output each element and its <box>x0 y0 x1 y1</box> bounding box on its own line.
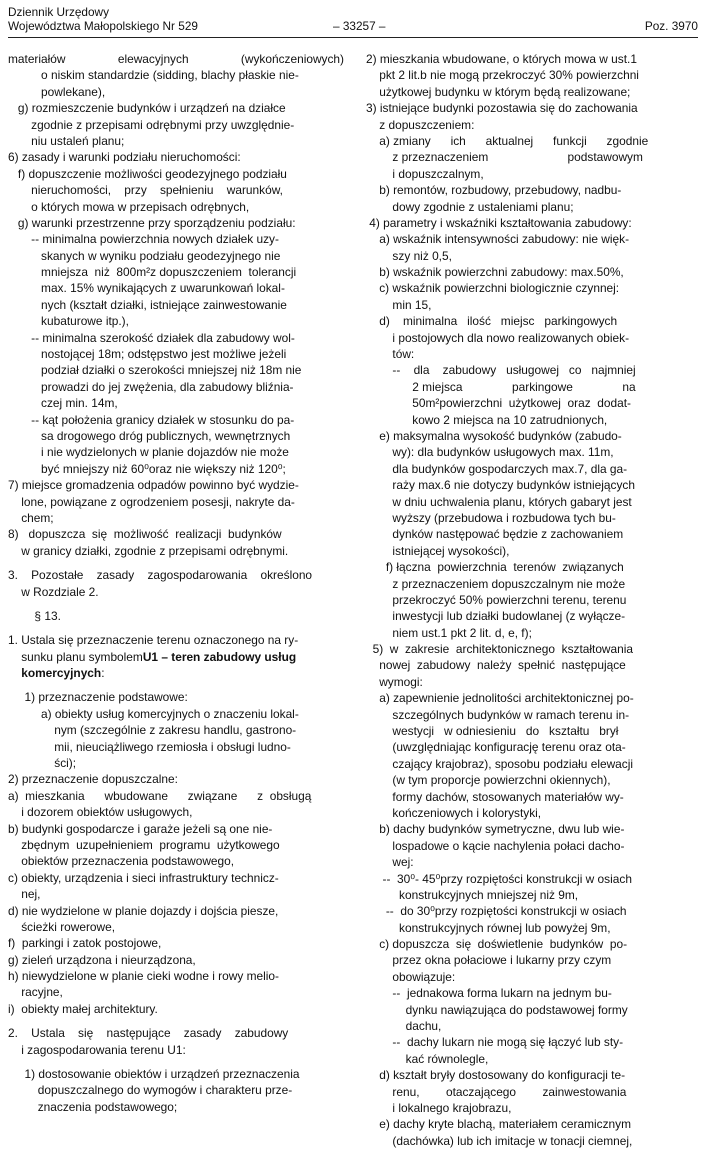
line-text: i dopuszczalnym, <box>366 166 484 181</box>
text-line <box>366 969 696 985</box>
line-text: znaczenia podstawowego; <box>8 1099 178 1114</box>
text-line <box>366 1002 696 1018</box>
bold-text: komercyjnych <box>8 666 102 681</box>
line-text: czej min. 14m, <box>8 396 118 411</box>
text-line <box>8 526 344 542</box>
text-line <box>366 346 696 362</box>
line-text: nostojącej 18m; odstępstwo jest możliwe jeżeli <box>8 347 287 362</box>
text-line <box>8 968 344 984</box>
line-text: nowej zabudowy należy spełnić następujące <box>366 658 626 673</box>
text-line <box>8 1025 344 1041</box>
line-text: pkt 2 lit.b nie mogą przekroczyć 30% powierzchni <box>366 68 639 83</box>
text-line <box>8 117 344 133</box>
line-text: być mniejszy niż 60⁰oraz nie większy niż 120⁰; <box>8 461 286 476</box>
line-text: g) warunki przestrzenne przy sporządzeniu podziału: <box>8 215 296 230</box>
line-text: nieruchomości, przy spełnieniu warunków, <box>8 183 283 198</box>
line-text: przekroczyć 50% powierzchni terenu, terenu <box>366 592 627 607</box>
line-text: d) minimalna ilość miejsc parkingowych <box>366 314 618 329</box>
line-text: 1) przeznaczenie podstawowe: <box>8 690 188 705</box>
text-line <box>366 166 696 182</box>
line-text: i postojowych dla nowo realizowanych obiek- <box>366 330 630 345</box>
line-text: 3. Pozostałe zasady zagospodarowania określono <box>8 568 313 583</box>
line-text: (dachówka) lub ich imitacje w tonacji ciemnej, <box>366 1133 633 1148</box>
line-text: szczególnych budynków w ramach terenu in- <box>366 707 630 722</box>
text-line <box>366 690 696 706</box>
text-line <box>366 428 696 444</box>
line-text: a) obiekty usług komercyjnych o znaczeniu lokal- <box>8 706 299 721</box>
line-text: -- minimalna szerokość działek dla zabudowy wol- <box>8 330 295 345</box>
line-text: b) remontów, rozbudowy, przebudowy, nadbu- <box>366 183 622 198</box>
line-text: d) kształt bryły dostosowany do konfiguracji te- <box>366 1068 626 1083</box>
line-text: h) niewydzielone w planie cieki wodne i rowy melio- <box>8 969 279 984</box>
line-text: raży max.6 nie dotyczy budynków istniejących <box>366 478 635 493</box>
line-text: zgodnie z przepisami odrębnymi przy uwzględnie- <box>8 117 295 132</box>
line-text: dowy zgodnie z ustaleniami planu; <box>366 199 574 214</box>
line-text: sa drogowego dróg publicznych, wewnętrznych <box>8 428 291 443</box>
text-line <box>366 576 696 592</box>
text-line <box>8 584 344 600</box>
text-line <box>366 67 696 83</box>
text-line <box>366 182 696 198</box>
line-text: szy niż 0,5, <box>366 248 452 263</box>
text-line <box>366 149 696 165</box>
text-line <box>366 494 696 510</box>
line-text: wy): dla budynków usługowych max. 11m, <box>366 445 614 460</box>
text-line <box>8 313 344 329</box>
line-text: -- minimalna powierzchnia nowych działek uzy- <box>8 232 279 247</box>
text-line <box>8 67 344 83</box>
line-text: a) wskaźnik intensywności zabudowy: nie więk- <box>366 232 630 247</box>
line-text: wyższy (przebudowa i rozbudowa tych bu- <box>366 510 616 525</box>
text-line <box>8 149 344 165</box>
line-text: niem ust.1 pkt 2 lit. d, e, f); <box>366 625 532 640</box>
line-text: tów: <box>366 347 415 362</box>
text-line <box>366 707 696 723</box>
text-line <box>8 362 344 378</box>
line-text: skanych w wyniku podziału geodezyjnego nie <box>8 248 281 263</box>
line-text: ści); <box>8 756 77 771</box>
text-line <box>8 1082 344 1098</box>
line-text: 7) miejsce gromadzenia odpadów powinno być wydzie- <box>8 478 299 493</box>
line-text: czający krajobraz), sposobu podziału elewacji <box>366 756 634 771</box>
line-text: a) mieszkania wbudowane związane z obsługą <box>8 788 312 803</box>
line-text: dachu, <box>366 1019 442 1034</box>
line-text: przez okna połaciowe i lukarny przy czym <box>366 953 612 968</box>
line-text: wymogi: <box>366 674 423 689</box>
line-text: podział działki o szerokości mniejszej niż 18m nie <box>8 363 302 378</box>
text-line <box>8 919 344 935</box>
text-line <box>8 853 344 869</box>
line-text: c) dopuszcza się doświetlenie budynków po- <box>366 937 628 952</box>
text-line <box>366 1133 696 1149</box>
text-line <box>8 346 344 362</box>
line-text: i zagospodarowania terenu U1: <box>8 1042 186 1057</box>
right-column <box>366 51 696 1149</box>
text-line <box>366 100 696 116</box>
line-text: 1. Ustala się przeznaczenie terenu oznaczonego na ry- <box>8 633 299 648</box>
text-line <box>366 838 696 854</box>
text-line <box>366 543 696 559</box>
line-text: użytkowej budynku w którym będą realizowane; <box>366 84 631 99</box>
text-line <box>8 330 344 346</box>
line-text: racyjne, <box>8 985 63 1000</box>
text-line <box>366 313 696 329</box>
line-text: prowadzi do jej zwężenia, dla zabudowy bliźnia- <box>8 379 294 394</box>
text-line <box>8 608 344 624</box>
line-text: kubaturowe itp.), <box>8 314 129 329</box>
bold-text: U1 – teren zabudowy usług <box>142 649 297 664</box>
line-text: niu ustaleń planu; <box>8 133 125 148</box>
line-text: 8) dopuszcza się możliwość realizacji budynków <box>8 527 282 542</box>
line-text: obiektów przeznaczenia podstawowego, <box>8 854 235 869</box>
header-rule <box>8 37 698 38</box>
line-text: 1) dostosowanie obiektów i urządzeń przeznaczenia <box>8 1067 300 1082</box>
line-text: 2 miejsca parkingowe na <box>366 379 636 394</box>
text-line <box>8 51 344 67</box>
text-line <box>8 510 344 526</box>
line-text: formy dachów, stosowanych materiałów wy- <box>366 789 624 804</box>
text-line <box>366 248 696 264</box>
text-line <box>8 444 344 460</box>
line-text: -- do 30⁰przy rozpiętości konstrukcji w osiach <box>366 904 627 919</box>
text-line <box>8 395 344 411</box>
paragraph-gap <box>8 600 344 608</box>
line-text: w granicy działki, zgodnie z przepisami odrębnymi. <box>8 543 289 558</box>
line-text: -- 30⁰- 45⁰przy rozpiętości konstrukcji w osiach <box>366 871 632 886</box>
line-text: z dopuszczeniem: <box>366 117 475 132</box>
text-line <box>8 412 344 428</box>
text-line <box>8 1001 344 1017</box>
text-line <box>8 215 344 231</box>
text-line <box>366 297 696 313</box>
text-line <box>366 280 696 296</box>
paragraph-gap <box>8 624 344 632</box>
line-text: mniejsza niż 800m²z dopuszczeniem tolerancji <box>8 265 297 280</box>
text-line <box>366 1084 696 1100</box>
paragraph-gap <box>8 1017 344 1025</box>
text-line <box>366 379 696 395</box>
line-text: a) zapewnienie jednolitości architektonicznej po- <box>366 691 634 706</box>
line-text: i lokalnego krajobrazu, <box>366 1101 512 1115</box>
text-line <box>366 887 696 903</box>
text-line <box>8 821 344 837</box>
text-line <box>366 920 696 936</box>
text-line <box>8 649 344 665</box>
line-text: konstrukcyjnych mniejszej niż 9m, <box>366 887 579 902</box>
line-text: -- kąt położenia granicy działek w stosunku do pa- <box>8 412 295 427</box>
text-line <box>366 1067 696 1083</box>
line-text: a) zmiany ich aktualnej funkcji zgodnie <box>366 133 649 148</box>
journal-title: Dziennik Urzędowy <box>8 5 109 19</box>
text-line <box>8 665 344 681</box>
voivodeship-issue: Województwa Małopolskiego Nr 529 <box>8 19 198 33</box>
text-line <box>8 199 344 215</box>
text-line <box>366 821 696 837</box>
line-text: e) dachy kryte blachą, materiałem ceramicznym <box>366 1117 631 1132</box>
text-line <box>8 706 344 722</box>
line-text: kać równolegle, <box>366 1051 489 1066</box>
page-header <box>8 5 698 33</box>
line-text: nych (kształt działki, istniejące zainwestowanie <box>8 297 287 312</box>
text-line <box>8 1099 344 1115</box>
line-text: min 15, <box>366 297 432 312</box>
line-text: lone, powiązane z ogrodzeniem posesji, nakryte da- <box>8 494 295 509</box>
line-text: kończeniowych i kolorystyki, <box>366 805 542 820</box>
text-line <box>8 494 344 510</box>
line-text: i) obiekty małej architektury. <box>8 1001 158 1016</box>
text-line <box>8 297 344 313</box>
text-line <box>8 166 344 182</box>
text-line <box>8 477 344 493</box>
text-line <box>366 1018 696 1034</box>
line-text: 2) mieszkania wbudowane, o których mowa w ust.1 <box>366 52 637 66</box>
text-line <box>8 461 344 477</box>
line-text-suffix: : <box>101 666 105 681</box>
text-line <box>366 526 696 542</box>
line-text: c) wskaźnik powierzchni biologicznie czynnej: <box>366 281 620 296</box>
line-text: westycji w odniesieniu do kształtu brył <box>366 724 619 739</box>
line-text: g) rozmieszczenie budynków i urządzeń na działce <box>8 101 286 116</box>
line-text: f) dopuszczenie możliwości geodezyjnego podziału <box>8 166 287 181</box>
line-text: o niskim standardzie (sidding, blachy płaskie nie- <box>8 68 299 83</box>
text-line <box>8 84 344 100</box>
text-line <box>8 755 344 771</box>
text-line <box>366 854 696 870</box>
line-text: 2) przeznaczenie dopuszczalne: <box>8 772 178 787</box>
text-line <box>366 723 696 739</box>
text-line <box>8 428 344 444</box>
line-text: (uwzględniając konfigurację terenu oraz ota- <box>366 740 626 755</box>
line-text: b) wskaźnik powierzchni zabudowy: max.50%, <box>366 265 624 280</box>
line-text: § 13. <box>8 608 61 623</box>
line-text: 5) w zakresie architektonicznego kształtowania <box>366 642 633 657</box>
text-line <box>366 444 696 460</box>
line-text: -- dachy lukarn nie mogą się łączyć lub sty- <box>366 1035 624 1050</box>
line-text: b) dachy budynków symetryczne, dwu lub wie- <box>366 822 625 837</box>
text-line <box>8 280 344 296</box>
text-line <box>366 1100 696 1116</box>
line-text: 3) istniejące budynki pozostawia się do zachowania <box>366 101 638 116</box>
text-line <box>8 100 344 116</box>
text-line <box>366 330 696 346</box>
line-text: -- jednakowa forma lukarn na jednym bu- <box>366 986 612 1001</box>
text-line <box>8 248 344 264</box>
paragraph-gap <box>8 1058 344 1066</box>
text-line <box>8 804 344 820</box>
text-line <box>8 935 344 951</box>
text-line <box>366 985 696 1001</box>
line-text: dynków następować będzie z zachowaniem <box>366 527 624 542</box>
text-line <box>8 379 344 395</box>
text-line <box>8 739 344 755</box>
text-line <box>366 903 696 919</box>
line-text: kowo 2 miejsca na 10 zatrudnionych, <box>366 412 608 427</box>
line-text: zbędnym uzupełnieniem programu użytkowego <box>8 837 280 852</box>
text-line <box>366 1051 696 1067</box>
text-line <box>8 689 344 705</box>
text-line <box>8 567 344 583</box>
text-line <box>8 543 344 559</box>
text-line <box>8 722 344 738</box>
text-line <box>366 215 696 231</box>
line-text: ścieżki rowerowe, <box>8 919 116 934</box>
line-text: mii, nieuciążliwego rzemiosła i obsługi ludno- <box>8 739 291 754</box>
line-text: nej, <box>8 887 41 902</box>
line-text: dla budynków gospodarczych max.7, dla ga- <box>366 461 628 476</box>
text-line <box>366 952 696 968</box>
line-text: g) zieleń urządzona i nieurządzona, <box>8 952 196 967</box>
line-text: sunku planu symbolem <box>8 649 143 664</box>
line-text: o których mowa w przepisach odrębnych, <box>8 199 250 214</box>
text-line <box>8 886 344 902</box>
line-text: lospadowe o kącie nachylenia połaci dacho- <box>366 838 625 853</box>
line-text: 50m²powierzchni użytkowej oraz dodat- <box>366 396 632 411</box>
text-line <box>366 739 696 755</box>
line-text: dopuszczalnego do wymogów i charakteru prze- <box>8 1083 293 1098</box>
text-line <box>8 837 344 853</box>
line-text: wej: <box>366 855 414 870</box>
text-line <box>366 133 696 149</box>
text-line <box>8 133 344 149</box>
text-line <box>8 1042 344 1058</box>
text-line <box>366 756 696 772</box>
text-line <box>366 936 696 952</box>
line-text: c) obiekty, urządzenia i sieci infrastruktury technicz- <box>8 870 279 885</box>
text-line <box>366 477 696 493</box>
paragraph-gap <box>8 681 344 689</box>
text-line <box>366 461 696 477</box>
line-text: dynku nawiązująca do podstawowej formy <box>366 1002 628 1017</box>
text-line <box>366 84 696 100</box>
line-text: i dozorem obiektów usługowych, <box>8 805 193 820</box>
line-text: inwestycji lub działki budowlanej (z wyłącze- <box>366 609 626 624</box>
text-line <box>366 395 696 411</box>
line-text: w dniu uchwalenia planu, których gabaryt jest <box>366 494 632 509</box>
line-text: w Rozdziale 2. <box>8 584 99 599</box>
line-text: 2. Ustala się następujące zasady zabudowy <box>8 1026 289 1041</box>
line-text: (w tym proporcje powierzchni okiennych), <box>366 773 611 788</box>
line-text: konstrukcyjnych równej lub powyżej 9m, <box>366 920 611 935</box>
line-text: obowiązuje: <box>366 969 456 984</box>
text-line <box>366 657 696 673</box>
line-text: e) maksymalna wysokość budynków (zabudo- <box>366 428 622 443</box>
text-line <box>366 1116 696 1132</box>
line-text: f) łączna powierzchnia terenów związanych <box>366 560 624 575</box>
line-text: z przeznaczeniem podstawowym <box>366 150 643 165</box>
text-line <box>8 231 344 247</box>
line-text: f) parkingi i zatok postojowe, <box>8 936 162 951</box>
text-line <box>8 632 344 648</box>
line-text: max. 15% wynikających z uwarunkowań lokal- <box>8 281 285 296</box>
text-line <box>366 362 696 378</box>
text-line <box>366 674 696 690</box>
line-text: 4) parametry i wskaźniki kształtowania zabudowy: <box>366 215 632 230</box>
text-line <box>366 231 696 247</box>
paragraph-gap <box>8 559 344 567</box>
text-line <box>366 592 696 608</box>
text-line <box>366 51 696 67</box>
line-text: 6) zasady i warunki podziału nieruchomości: <box>8 150 241 165</box>
line-text: -- dla zabudowy usługowej co najmniej <box>366 363 636 378</box>
line-text: d) nie wydzielone w planie dojazdy i dojścia piesze, <box>8 903 279 918</box>
text-line <box>366 625 696 641</box>
text-line <box>366 805 696 821</box>
position-number: Poz. 3970 <box>644 19 698 33</box>
text-line <box>366 412 696 428</box>
text-line <box>8 264 344 280</box>
line-text: materiałów elewacyjnych (wykończeniowych) <box>8 52 344 66</box>
header-second-line <box>8 19 698 33</box>
text-line <box>8 984 344 1000</box>
line-text: renu, otaczającego zainwestowania <box>366 1084 627 1099</box>
text-line <box>366 117 696 133</box>
line-text: powlekane), <box>8 84 106 99</box>
text-line <box>366 871 696 887</box>
text-line <box>8 182 344 198</box>
text-line <box>366 510 696 526</box>
page-number: – 33257 – <box>333 19 386 33</box>
text-line <box>366 1034 696 1050</box>
text-line <box>8 788 344 804</box>
text-line <box>366 608 696 624</box>
line-text: z przeznaczeniem dopuszczalnym nie może <box>366 576 626 591</box>
text-line <box>8 870 344 886</box>
text-line <box>366 772 696 788</box>
text-line <box>366 789 696 805</box>
line-text: chem; <box>8 510 54 525</box>
left-column <box>8 51 344 1115</box>
text-line <box>366 559 696 575</box>
text-line <box>8 771 344 787</box>
text-line <box>8 903 344 919</box>
text-line <box>8 952 344 968</box>
line-text: i nie wydzielonych w planie dojazdów nie może <box>8 445 289 460</box>
line-text: istniejącej wysokości), <box>366 543 510 558</box>
text-line <box>366 264 696 280</box>
text-line <box>366 199 696 215</box>
text-line <box>366 641 696 657</box>
line-text: b) budynki gospodarcze i garaże jeżeli są one nie- <box>8 821 273 836</box>
line-text: nym (szczególnie z zakresu handlu, gastrono- <box>8 723 297 738</box>
text-line <box>8 1066 344 1082</box>
